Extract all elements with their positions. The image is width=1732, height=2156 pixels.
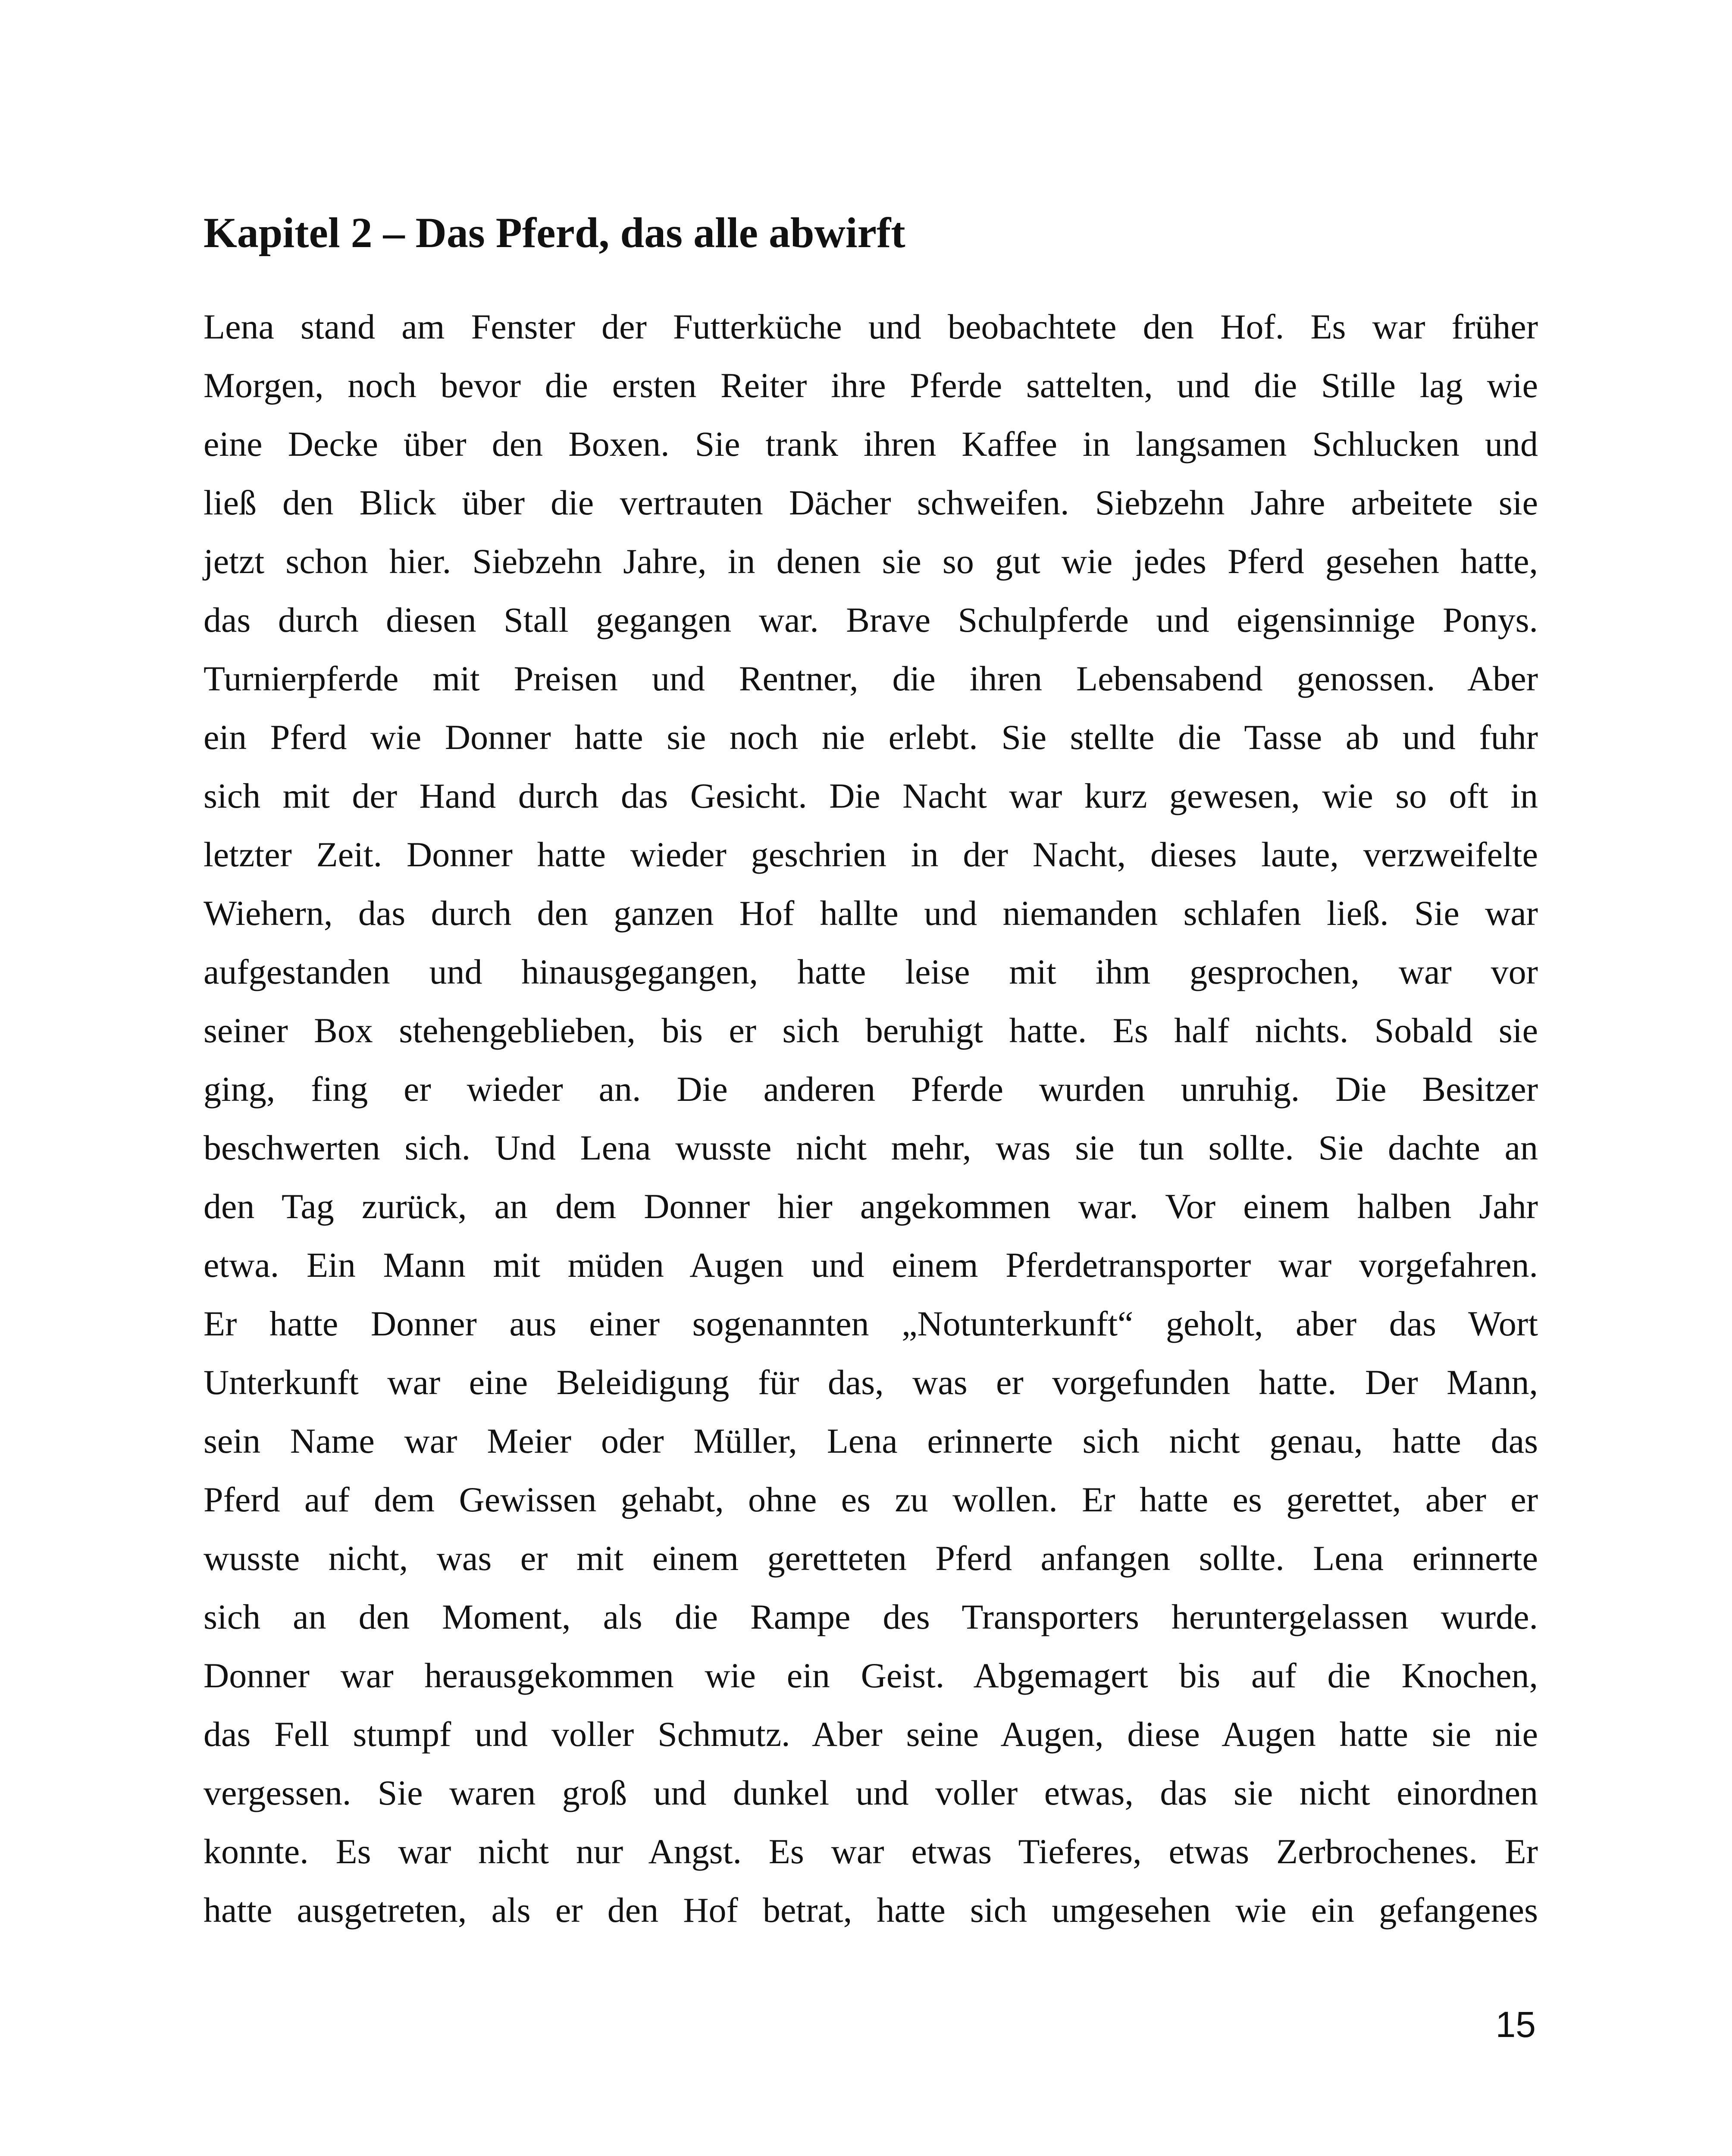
text-line: sich an den Moment, als die Rampe des Transporters heruntergelassen wurde. [204,1597,1538,1636]
text-line: letzter Zeit. Donner hatte wieder geschrien in der Nacht, dieses laute, verzweifelte [204,835,1538,874]
text-line: vergessen. Sie waren groß und dunkel und voller etwas, das sie nicht einordnen [204,1773,1538,1812]
text-line: Wiehern, das durch den ganzen Hof hallte und niemanden schlafen ließ. Sie war [204,893,1538,933]
text-line: Er hatte Donner aus einer sogenannten „Notunterkunft“ geholt, aber das Wort [204,1304,1538,1343]
chapter-title: Kapitel 2 – Das Pferd, das alle abwirft [204,209,905,257]
text-line: hatte ausgetreten, als er den Hof betrat, hatte sich umgesehen wie ein gefangenes [204,1890,1538,1930]
text-line: wusste nicht, was er mit einem geretteten Pferd anfangen sollte. Lena erinnerte [204,1539,1538,1578]
text-line: sein Name war Meier oder Müller, Lena erinnerte sich nicht genau, hatte das [204,1421,1538,1460]
text-line: Lena stand am Fenster der Futterküche und beobachtete den Hof. Es war früher [204,307,1538,346]
text-line: etwa. Ein Mann mit müden Augen und einem Pferdetransporter war vorgefahren. [204,1245,1538,1285]
page-number: 15 [1495,2004,1536,2045]
text-line: Turnierpferde mit Preisen und Rentner, die ihren Lebensabend genossen. Aber [204,659,1538,698]
text-line: ging, fing er wieder an. Die anderen Pferde wurden unruhig. Die Besitzer [204,1069,1538,1109]
body-text [204,298,1538,1940]
text-line: den Tag zurück, an dem Donner hier angekommen war. Vor einem halben Jahr [204,1187,1538,1226]
text-line: beschwerten sich. Und Lena wusste nicht mehr, was sie tun sollte. Sie dachte an [204,1128,1538,1167]
text-line: ließ den Blick über die vertrauten Dächer schweifen. Siebzehn Jahre arbeitete sie [204,483,1538,522]
text-line: Unterkunft war eine Beleidigung für das, was er vorgefunden hatte. Der Mann, [204,1363,1538,1402]
text-line: ein Pferd wie Donner hatte sie noch nie erlebt. Sie stellte die Tasse ab und fuhr [204,718,1538,757]
text-line: seiner Box stehengeblieben, bis er sich beruhigt hatte. Es half nichts. Sobald sie [204,1011,1538,1050]
text-line: das durch diesen Stall gegangen war. Brave Schulpferde und eigensinnige Ponys. [204,600,1538,639]
text-line: Pferd auf dem Gewissen gehabt, ohne es zu wollen. Er hatte es gerettet, aber er [204,1480,1538,1519]
text-line: Morgen, noch bevor die ersten Reiter ihre Pferde sattelten, und die Stille lag wie [204,366,1538,405]
text-line: eine Decke über den Boxen. Sie trank ihren Kaffee in langsamen Schlucken und [204,424,1538,464]
text-line: aufgestanden und hinausgegangen, hatte leise mit ihm gesprochen, war vor [204,952,1538,991]
text-line: sich mit der Hand durch das Gesicht. Die Nacht war kurz gewesen, wie so oft in [204,776,1538,815]
text-line: konnte. Es war nicht nur Angst. Es war etwas Tieferes, etwas Zerbrochenes. Er [204,1832,1538,1871]
text-line: Donner war herausgekommen wie ein Geist. Abgemagert bis auf die Knochen, [204,1656,1538,1695]
text-line: jetzt schon hier. Siebzehn Jahre, in denen sie so gut wie jedes Pferd gesehen hatte, [204,542,1538,581]
text-line: das Fell stumpf und voller Schmutz. Aber seine Augen, diese Augen hatte sie nie [204,1714,1538,1754]
